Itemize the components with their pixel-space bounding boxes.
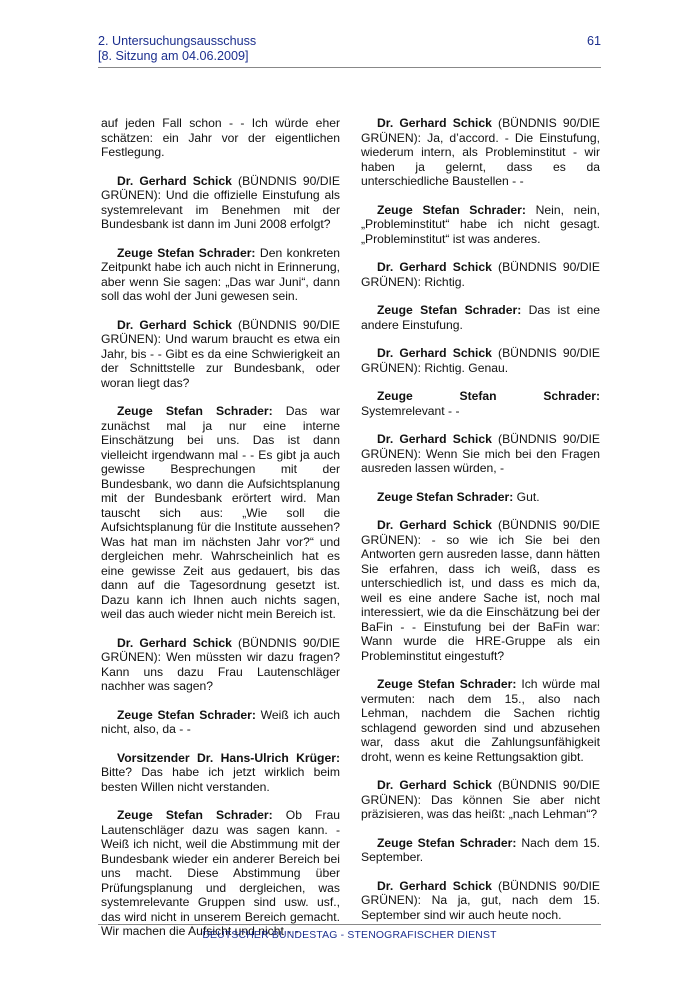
transcript-paragraph xyxy=(361,778,600,822)
speaker-name: Dr. Gerhard Schick xyxy=(377,116,492,130)
page-number: 61 xyxy=(586,34,601,48)
speech-text: (BÜNDNIS 90/DIE GRÜNEN): Richtig. xyxy=(361,260,600,289)
transcript-paragraph xyxy=(361,116,600,189)
session-date: [8. Sitzung am 04.06.2009] xyxy=(98,49,249,63)
speech-text: Den konkreten Zeitpunkt habe ich auch nicht in Erinnerung, aber wenn Sie sagen: „Das war Juni“, dann soll das wohl der Juni gewesen sein. xyxy=(101,245,340,303)
speech-text: (BÜNDNIS 90/DIE GRÜNEN): Ja, d’accord. - Die Einstufung, wiederum intern, als Probleminstitut - wir haben ja gelernt, dass es da unterschiedliche Baustellen - - xyxy=(361,116,600,188)
transcript-paragraph xyxy=(101,636,340,694)
speech-text: Ob Frau Lautenschläger dazu was sagen kann. - Weiß ich nicht, weil die Abstimmung mit der Bundesbank wieder ein anderer Bereich bei uns macht. Diese Abstimmung über Prüfungsplanung und dergleichen, was systemrelevante Gruppen sind usw. usf., das wird nicht in unserem Bereich gemacht. Wir machen die Aufsicht und nicht - - xyxy=(101,808,340,938)
speaker-name: Zeuge Stefan Schrader: xyxy=(117,245,256,260)
transcript-paragraph xyxy=(361,836,600,865)
transcript-paragraph xyxy=(361,879,600,923)
transcript-paragraph xyxy=(361,303,600,332)
transcript-paragraph xyxy=(361,490,600,505)
speaker-name: Zeuge Stefan Schrader: xyxy=(117,808,273,822)
speech-text: Nach dem 15. September. xyxy=(361,835,600,864)
speaker-name: Zeuge Stefan Schrader: xyxy=(117,404,273,418)
speech-text: Das war zunächst mal ja nur eine interne Einschätzung bei uns. Das ist dann vielleicht irgendwann mal - - Es gibt ja auch gewisse Besprechungen mit der Bundesbank, wo dann die Aufsichtsplanung mit der Bundesbank erörtert wird. Man tauscht sich aus: „Wie soll die Aufsichtsplanung für die Institute aussehen? Was hat man im nächsten Jahr vor?“ und dergleichen mehr. Wahrscheinlich hat es eine gewisse Zeit aus gedauert, bis das dann auf die Tagesordnung gesetzt ist. Dazu kann ich Ihnen auch nichts sagen, weil das auch wieder nicht mein Bereich ist. xyxy=(101,404,340,621)
transcript-paragraph xyxy=(361,432,600,476)
transcript-paragraph xyxy=(101,246,340,304)
transcript-paragraph xyxy=(361,518,600,663)
transcript-paragraph xyxy=(101,318,340,391)
speaker-name: Vorsitzender Dr. Hans-Ulrich Krüger: xyxy=(117,750,340,765)
page-header xyxy=(98,33,601,68)
transcript-paragraph xyxy=(101,404,340,622)
transcript-paragraph xyxy=(101,751,340,795)
speaker-name: Dr. Gerhard Schick xyxy=(377,346,492,360)
speech-text: (BÜNDNIS 90/DIE GRÜNEN): Das können Sie aber nicht präzisieren, was das heißt: „nach Lehman“? xyxy=(361,778,600,821)
speaker-name: Dr. Gerhard Schick xyxy=(117,317,232,332)
right-column xyxy=(361,116,600,936)
speech-text: auf jeden Fall schon - - Ich würde eher schätzen: ein Jahr vor der eigentlichen Festlegung. xyxy=(101,116,340,159)
transcript-paragraph xyxy=(361,203,600,247)
speech-text: Bitte? Das habe ich jetzt wirklich beim besten Willen nicht verstanden. xyxy=(101,765,340,794)
transcript-paragraph xyxy=(101,174,340,232)
speech-text: Das ist eine andere Einstufung. xyxy=(361,303,600,332)
speech-text: Systemrelevant - - xyxy=(361,403,460,418)
speech-text: Nein, nein, „Probleminstitut“ habe ich nicht gesagt. „Probleminstitut“ ist was anderes. xyxy=(361,202,601,246)
transcript-paragraph xyxy=(101,708,340,737)
speech-text: (BÜNDNIS 90/DIE GRÜNEN): Und die offizielle Einstufung als systemrelevant im Benehmen mit der Bundesbank ist dann im Juni 2008 erfolgt? xyxy=(101,173,340,231)
page-footer: DEUTSCHER BUNDESTAG - STENOGRAFISCHER DIENST xyxy=(98,924,601,941)
speaker-name: Zeuge Stefan Schrader: xyxy=(117,707,256,722)
speech-text: Gut. xyxy=(513,489,540,504)
speaker-name: Zeuge Stefan Schrader: xyxy=(377,489,514,504)
speaker-name: Dr. Gerhard Schick xyxy=(117,173,232,188)
speech-text: (BÜNDNIS 90/DIE GRÜNEN): Na ja, gut, nach dem 15. September sind wir auch heute noch. xyxy=(361,878,600,922)
speaker-name: Dr. Gerhard Schick xyxy=(117,635,232,650)
speech-text: (BÜNDNIS 90/DIE GRÜNEN): Richtig. Genau. xyxy=(361,346,600,375)
speaker-name: Zeuge Stefan Schrader: xyxy=(377,389,600,403)
speech-text: (BÜNDNIS 90/DIE GRÜNEN): Wenn Sie mich bei den Fragen ausreden lassen würden, - xyxy=(361,432,600,475)
transcript-paragraph xyxy=(361,677,600,764)
speaker-name: Dr. Gerhard Schick xyxy=(377,260,492,274)
speaker-name: Dr. Gerhard Schick xyxy=(377,432,492,446)
speaker-name: Zeuge Stefan Schrader: xyxy=(377,303,522,317)
speech-text: Weiß ich auch nicht, also, da - - xyxy=(101,707,340,736)
speech-text: (BÜNDNIS 90/DIE GRÜNEN): - so wie ich Sie bei den Antworten gern ausreden lasse, dann hätten Sie erfahren, dass ich weiß, dass es unterschiedlich ist, und dass es mich da, weil es eine andere Sache ist, noch mal interessiert, wie da die Einschätzung bei der BaFin - - Einstufung bei der BaFin war: Wann wurde die HRE-Gruppe als ein Probleminstitut eingestuft? xyxy=(361,518,600,663)
speaker-name: Dr. Gerhard Schick xyxy=(377,878,492,893)
speaker-name: Zeuge Stefan Schrader: xyxy=(377,202,526,217)
left-column xyxy=(101,116,340,953)
committee-title: 2. Untersuchungsausschuss xyxy=(98,34,257,48)
speaker-name: Zeuge Stefan Schrader: xyxy=(377,835,517,850)
transcript-paragraph xyxy=(361,260,600,289)
transcript-paragraph xyxy=(361,389,600,418)
speech-text: (BÜNDNIS 90/DIE GRÜNEN): Und warum braucht es etwa ein Jahr, bis - - Gibt es da eine Schwierigkeit an der Schnittstelle zur Bundesbank, oder woran liegt das? xyxy=(101,317,340,390)
transcript-paragraph xyxy=(361,346,600,375)
speech-text: Ich würde mal vermuten: nach dem 15., also nach Lehman, nachdem die Sachen richtig schlagend geworden sind und abzusehen war, dass akut die Zahlungsunfähigkeit droht, wenn es keine Rettungsaktion gibt. xyxy=(361,677,600,764)
speech-text: (BÜNDNIS 90/DIE GRÜNEN): Wen müssten wir dazu fragen? Kann uns dazu Frau Lautenschläger nachher was sagen? xyxy=(101,635,340,693)
speaker-name: Dr. Gerhard Schick xyxy=(377,518,492,532)
transcript-paragraph xyxy=(101,116,340,160)
speaker-name: Zeuge Stefan Schrader: xyxy=(377,677,517,691)
transcript-paragraph xyxy=(101,808,340,939)
speaker-name: Dr. Gerhard Schick xyxy=(377,778,492,792)
